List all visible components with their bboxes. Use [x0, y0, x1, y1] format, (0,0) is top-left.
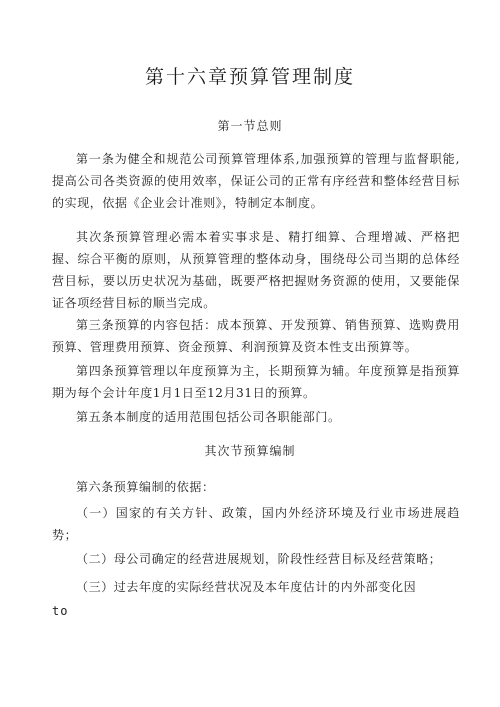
article-3-paragraph: 第三条预算的内容包括：成本预算、开发预算、销售预算、选购费用预算、管理费用预算、资金预算、利润预算及资本性支出预算等。 — [52, 318, 460, 354]
article-2-paragraph: 其次条预算管理必需本着实事求是、精打细算、合理增减、严格把握、综合平衡的原则，从预算管理的整体动身，围绕母公司当期的总体经营目标，要以历史状况为基础，既要严格把握财务资源的使用，又要能保证各项经营目标的顺当完成。 — [52, 230, 460, 310]
article-6-paragraph: 第六条预算编制的依据： — [76, 480, 215, 494]
basis-item-1: （一）国家的有关方针、政策，国内外经济环境及行业市场进展趋势； — [52, 506, 460, 542]
basis-item-2: （二）母公司确定的经营进展规划，阶段性经营目标及经营策略； — [76, 552, 442, 566]
article-4-paragraph: 第四条预算管理以年度预算为主，长期预算为辅。年度预算是指预算期为每个会计年度1月1日至12月31日的预算。 — [52, 364, 460, 400]
section-heading-budget-preparation: 其次节预算编制 — [204, 444, 296, 458]
basis-item-3: （三）过去年度的实际经营状况及本年度估计的内外部变化因 — [76, 580, 417, 594]
page-title: 第十六章预算管理制度 — [144, 66, 355, 88]
article-1-paragraph: 第一条为健全和规范公司预算管理体系,加强预算的管理与监督职能,提高公司各类资源的使用效率，保证公司的正常有序经营和整体经营目标的实现，依据《企业会计准则》，特制定本制度。 — [52, 152, 460, 210]
section-heading-general: 第一节总则 — [217, 119, 283, 133]
trailing-text: to — [52, 604, 69, 618]
article-5-paragraph: 第五条本制度的适用范围包括公司各职能部门。 — [76, 410, 341, 424]
